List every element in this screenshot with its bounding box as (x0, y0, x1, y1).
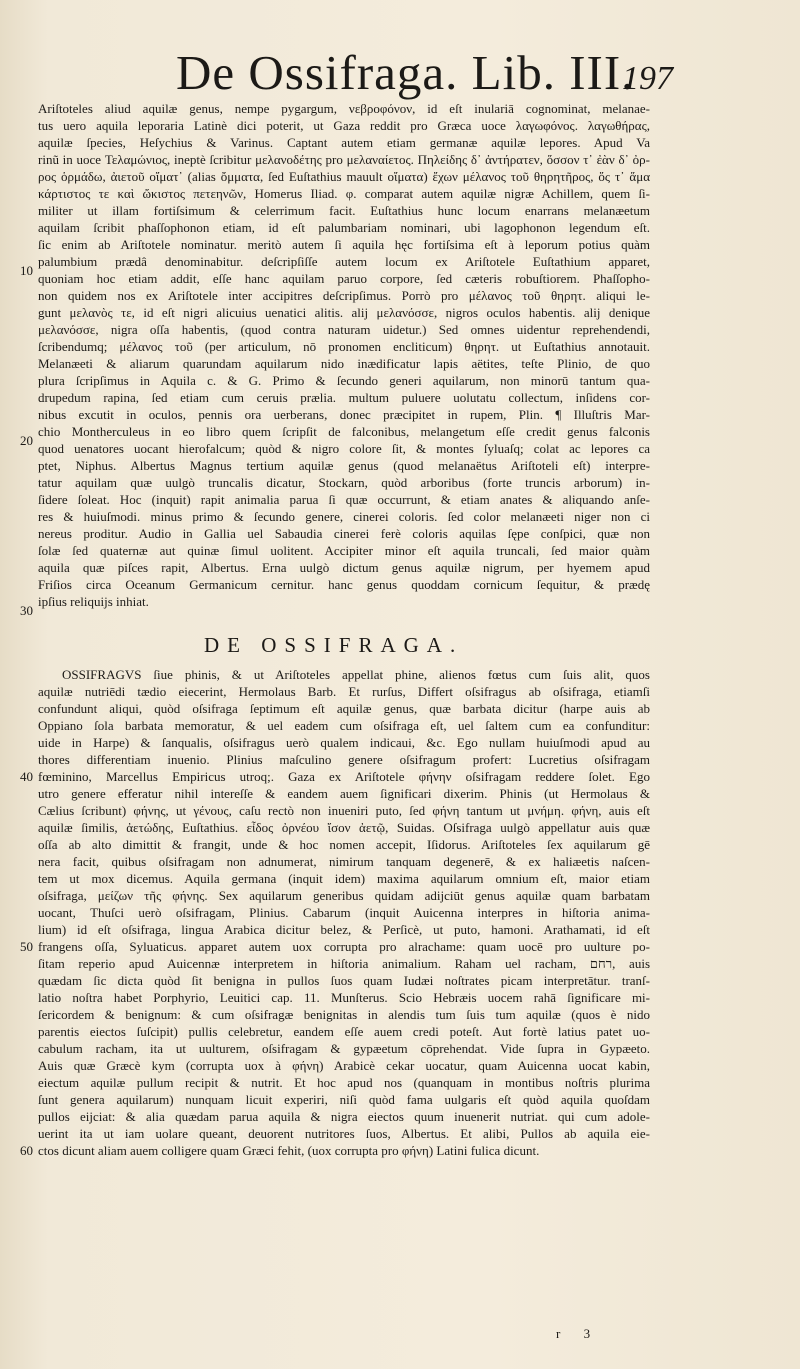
text-column-upper (38, 100, 650, 610)
text-line: uide in Harpe) & ſanqualis, oſsifragus uerò qualem indicaui, &c. Ego nullam huiuſmodi apud au (38, 735, 650, 750)
margin-line-number: 10 (20, 263, 33, 278)
text-line: Ariſtoteles aliud aquilæ genus, nempe pygargum, νεβροφόνον, id eſt inulariā cognominat, melanae- (38, 101, 650, 116)
text-line: tem ut mox dicemus. Aquila germana (inquit idem) maxima aquilarum omnium eſt, maior etiam (38, 871, 650, 886)
text-line: parentis eiectos ſuſcipit) pullis celebretur, eandem eſſe auem credi poteſt. Aut fortè latius patet uo- (38, 1024, 650, 1039)
text-line: militer ut illam fortiſsimum & celerrimum facit. Euſtathius hunc locum enarrans melanæetum (38, 203, 650, 218)
margin-line-number: 50 (20, 939, 33, 954)
text-line: latio noſtra habet Porphyrio, Leuitici cap. 11. Munſterus. Scio Hebræis uocem rahā ſignificare mi- (38, 990, 650, 1005)
section-heading: DE OSSIFRAGA. (204, 633, 464, 657)
text-line: aquilæ ſpecies, Heſychius & Varinus. Captant autem etiam germanæ aquilæ lepores. Apud Va (38, 135, 650, 150)
text-line: chio Montherculeus in eo libro quem ſcripſit de falconibus, melangetum eſſe credit genus falconis (38, 424, 650, 439)
text-line: ſunt genera aquilarum) nunquam licuit experiri, niſi quòd fama uulgaris eſt quòd aquila quoſdam (38, 1092, 650, 1107)
text-line: ſic enim ab Ariſtotele nominatur. meritò autem ſi aquila hęc fortiſsima eſt à leporum potius quàm (38, 237, 650, 252)
text-line: uerint ita ut iam uolare queant, deuorent nutritores ſuos, Albertus. Et alibi, Pullos ab aquila eie- (38, 1126, 650, 1141)
text-line: ptet, Niphus. Albertus Magnus tertium aquilæ genus (quod melanaëtus Ariſtoteli eſt) interpre- (38, 458, 650, 473)
text-line: aquila quæ piſces rapit, Albertus. Erna uulgò dictum genus aquilæ nigrum, per hyemem apud (38, 560, 650, 575)
text-line: frangens oſſa, Syluaticus. apparet autem uox corrupta pro alrachame: quam uocē pro uulture po- (38, 939, 650, 954)
text-line: confundunt aliqui, quòd oſsifraga ſeptimum eſt aquilæ genus, quæ barbata dicitur (harpe auis ab (38, 701, 650, 716)
text-line: non quidem nos ex Ariſtotele inter accipitres deſcripſimus. Porrò pro μέλανος τοῦ θηρητ. aliqui le- (38, 288, 650, 303)
text-line: κάρτιστος τε καὶ ὤκιστος πετεηνῶν, Homerus Iliad. φ. comparat autem aquilæ nigræ Achillem, quem ſi- (38, 186, 650, 201)
text-line: Oppiano ſola barbata memoratur, & uel eadem cum oſsifraga eſt, uel ſaltem cum ea confunditur: (38, 718, 650, 733)
text-line: gunt μελανὸς τε, id eſt nigri alicuius uenatici alitis. alij μελανόσσε, nigros oculos habentis. alij denique (38, 305, 650, 320)
text-line: ſericordem & benignum: & cum oſsifragæ benignitas in alendis tum ſuis tum aquilæ (quos è nido (38, 1007, 650, 1022)
text-line: nereus proditur. Audio in Gallia uel Sabaudia cinerei ferè coloris aquilas ſępe conſpici, quæ non (38, 526, 650, 541)
text-line: quoniam hoc etiam addit, eſſe hanc aquilam paruo corpore, ſed cæteris robuſtiorem. Phaſſopho- (38, 271, 650, 286)
text-line: fœminino, Marcellus Empiricus utroq;. Gaza ex Ariſtotele φήνην oſsifragam reddere ſolet. Ego (38, 769, 650, 784)
text-line: palumbium prædâ denominabitur. deſcripſiſſe autem locum ex Ariſtotele Euſtathium apparet, (38, 254, 650, 269)
text-line: pullos eijciat: & alia quædam parua aquila & nigra eiectos quum inuenerit nutriat. qui cum adole- (38, 1109, 650, 1124)
margin-line-number: 30 (20, 603, 33, 618)
text-line: eiectum aquilæ pullum recipit & nutrit. Et hoc apud nos (quanquam in montibus noſtris plurima (38, 1075, 650, 1090)
text-line: aquilæ ſimilis, ἀετώδης, Euſtathius. εἶδος ὀρνέου ἴσον ἀετῷ, Suidas. Oſsifraga uulgò appellatur auis quæ (38, 820, 650, 835)
text-line: nibus excutit in oculos, pennis ora uerberans, donec præcipitet in rupem, Plin. ¶ Illuſtris Mar- (38, 407, 650, 422)
running-title: De Ossifraga. Lib. III. (176, 45, 635, 100)
text-line: quod uenatores uocant hierofalcum; quòd & nigro colore ſit, & montes ſyluaſq; colat ac lepores ca (38, 441, 650, 456)
page-header (0, 38, 800, 108)
text-line: ſitam reperio apud Auicennæ interpretem in hiſtoria animalium. Raham uel racham, רחם, auis (38, 956, 650, 971)
signature-mark: r 3 (556, 1326, 601, 1341)
text-line: Auis quæ Græcè kym (corrupta uox à φήνη) Arabicè cekar uocatur, quam Auicenna uocat kabin, (38, 1058, 650, 1073)
text-line: tus uero aquila leporaria Latinè dici poterit, ut Gaza reddit pro Græca uoce λαγωφόνος. λαγωθήρας, (38, 118, 650, 133)
text-line: ctos dicunt aliam auem colligere quam Græci fehit, (uox corrupta pro φήνη) Latini fulica dicunt. (38, 1143, 540, 1158)
text-line: ipſius reliquijs inhiat. (38, 594, 149, 609)
text-line: Cælius ſcribunt) φήνης, ut γένους, caſu rectò non inueniri puto, ſed φήνη tantum ut μνήμη. φήνη, auis eſt (38, 803, 650, 818)
text-line: nera facit, quibus oſsifragam non adnumerat, nimirum tanquam degenerē, & ex haliæetis naſcen- (38, 854, 650, 869)
text-line: thores differentiam inuenio. Plinius maſculino genere oſsifragum profert: Lucretius oſsifragam (38, 752, 650, 767)
text-line: oſſa ab alto dimittit & frangit, unde & hoc nomen accepit, Iſidorus. Ariſtoteles ſex aquilarum gē (38, 837, 650, 852)
text-line: ſolæ ſed quaternæ aut quinæ ſimul uolitent. Accipiter minor eſt aquila truncali, ſed maior quàm (38, 543, 650, 558)
text-line: utro genere efferatur nihil intereſſe & eandem auem ſignificari dixerim. Phinis (ut Hermolaus & (38, 786, 650, 801)
text-line: ſidere ſoleat. Hoc (inquit) rapit animalia parua ſi quæ occurrunt, & etiam anates & aliquando anſe- (38, 492, 650, 507)
text-line: ſcribendumq; μέλανος τοῦ (per articulum, nō pronomen encliticum) θηρητ. ut Euſtathius annotauit. (38, 339, 650, 354)
text-line: μελανόσσε, nigra oſſa habentis, (quod contra naturam uidetur.) Sed omnes uidentur reprehendendi, (38, 322, 650, 337)
text-line: res & huiuſmodi. minus primo & ſecundo genere, cinerei coloris. ſed color melanæeti niger non ci (38, 509, 650, 524)
text-column-lower (38, 666, 650, 1159)
text-line: cabulum racham, ita ut uulturem, oſsifragam & gypæetum cōprehendat. Vide ſupra in Gypæeto. (38, 1041, 650, 1056)
text-line: oſsifraga, μείζων τῆς φήνης. Sex aquilarum generibus quidam adijciūt genus aquilæ quam barbatam (38, 888, 650, 903)
margin-line-number: 40 (20, 769, 33, 784)
text-line: OSSIFRAGVS ſiue phinis, & ut Ariſtoteles appellat phine, alienos fœtus cum ſuis alit, quos (62, 667, 650, 682)
page-number: 197 (622, 60, 673, 97)
text-line: Melanæeti & aliarum quarundam aquilarum nido inædificatur lapis aëtites, teſte Plinio, de quo (38, 356, 650, 371)
text-line: aquilæ nutriēdi tædio eiecerint, Hermolaus Barb. Et rurſus, Differt oſsifragus ab oſsifraga, etiamſi (38, 684, 650, 699)
text-line: lium) id eſt oſsifraga, lingua Arabica dicitur belez, & Perſicè, ut puto, hamoni. Arathamati, id eſt (38, 922, 650, 937)
text-line: Friſios circa Oceanum Germanicum cernitur. hanc genus quoddam cornicum ſequitur, & prædę (38, 577, 650, 592)
text-line: plura ſcripſimus in Aquila c. & G. Primo & ſecundo generi aquilarum, non minorū tantum qua- (38, 373, 650, 388)
text-line: uocant, Thuſci uerò oſsifragam, Plinius. Cabarum (inquit Auicenna interpres in hiſtoria anima- (38, 905, 650, 920)
text-line: quædam ſic dicta quòd ſit benigna in pullos ſuos quam Iudæi noſtrates picam interpretātur. tranſ- (38, 973, 650, 988)
text-line: tatur aquilam quæ uulgò truncalis dicatur, Stockarn, quòd arboribus (forte truncis arborum) in- (38, 475, 650, 490)
margin-line-number: 20 (20, 433, 33, 448)
text-line: rinũ in uoce Τελαμώνιος, ineptè ſcribitur μελανοδέτης pro μελαναίετος. Πηλείδης δ᾽ ἀντήρατεν, ὅσσον τ᾽ ἐὰν δ᾽ ὀρ- (38, 152, 650, 167)
margin-line-number: 60 (20, 1143, 33, 1158)
text-line: ρος ὁρμάδω, ἀιετοῦ οἴματ᾽ (alias ὄμματα, ſed Euſtathius mauult οἴματα) ἔχων μέλανος τοῦ θηρητῆρος, ὅς τ᾽ ἅμα (38, 169, 650, 184)
text-line: aquilam ſcribit phaſſophonon etiam, id eſt palumbariam nominari, ubi lagophonon legendum eſt. (38, 220, 650, 235)
text-line: drupedum rapina, ſed etiam cum ceruis prælia. multum puluere uolutatu collectum, inſidens cor- (38, 390, 650, 405)
